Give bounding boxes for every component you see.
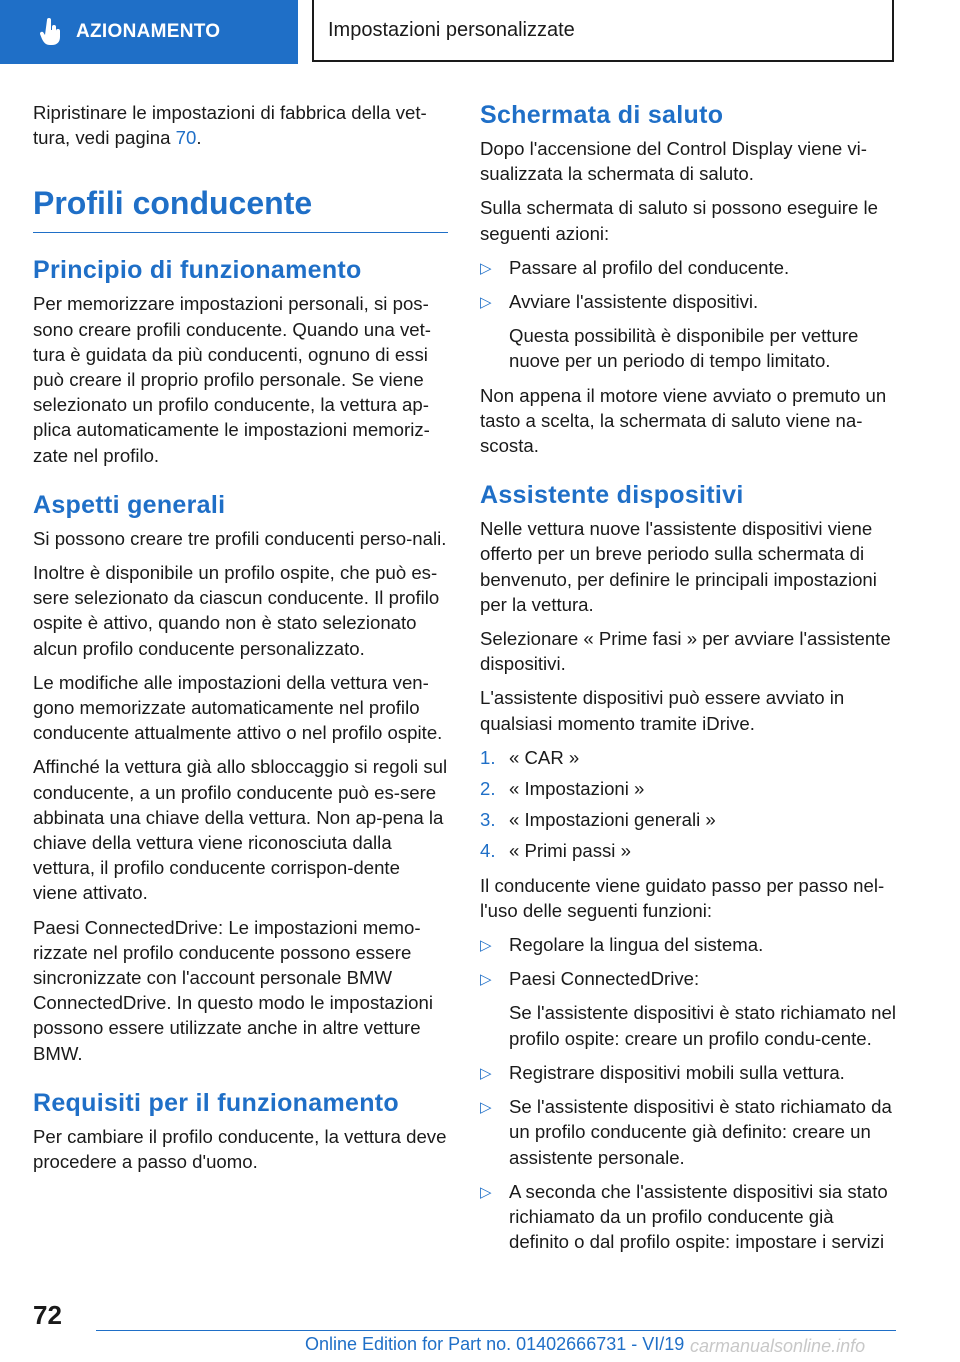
step-item [480, 807, 898, 832]
list-item-text: Se l'assistente dispositivi è stato richiamato da un profilo conducente già definito: creare un assistente personale. [509, 1096, 892, 1168]
paragraph: Nelle vettura nuove l'assistente dispositivi viene offerto per un breve periodo sulla schermata di benvenuto, per definire le principali impostazioni per la vettura. [480, 518, 877, 615]
paragraph: Non appena il motore viene avviato o premuto un tasto a scelta, la schermata di saluto viene na-scosta. [480, 384, 887, 457]
steps-list [480, 745, 898, 864]
paragraph: Si possono creare tre profili conducenti perso-nali. [33, 527, 447, 549]
list-item-text: A seconda che l'assistente dispositivi sia stato richiamato da un profilo conducente già definito o dal profilo ospite: impostare i servizi [509, 1180, 888, 1253]
paragraph: L'assistente dispositivi può essere avviato in qualsiasi momento tramite iDrive. [480, 687, 845, 734]
paragraph: Il conducente viene guidato passo per passo nel-l'uso delle seguenti funzioni: [480, 874, 885, 921]
paragraph: Sulla schermata di saluto si possono eseguire le seguenti azioni: [480, 197, 878, 244]
triangle-right-icon: ▷ [480, 259, 492, 277]
step-number: 2. [480, 778, 496, 800]
chapter-label: Impostazioni personalizzate [328, 18, 575, 41]
list-item [480, 932, 898, 957]
triangle-right-icon: ▷ [480, 1099, 492, 1117]
paragraph: Le modifiche alle impostazioni della vettura ven-gono memorizzate automaticamente nel profilo conducente attualmente attivo o nel profilo ospite. [33, 671, 443, 744]
step-item [480, 838, 898, 863]
page-title: Profili conducente [33, 185, 313, 222]
step-text: « Impostazioni generali » [509, 809, 716, 831]
heading-assistente: Assistente dispositivi [480, 481, 744, 510]
intro-text: Ripristinare le impostazioni di fabbrica della vet-tura, vedi pagina [33, 102, 427, 149]
list-item [480, 1094, 898, 1170]
list-item [480, 1179, 898, 1255]
heading-aspetti: Aspetti generali [33, 490, 226, 519]
paragraph: Per cambiare il profilo conducente, la vettura deve procedere a passo d'uomo. [33, 1125, 447, 1173]
list-item-text: Passare al profilo del conducente. [509, 256, 790, 278]
triangle-right-icon: ▷ [480, 937, 492, 955]
edition-text: Online Edition for Part no. 01402666731 - VI/19 [305, 1334, 685, 1354]
section-label: AZIONAMENTO [76, 21, 221, 42]
right-column [480, 100, 898, 1263]
paragraph: Inoltre è disponibile un profilo ospite, che può es-sere selezionato da ciascun conducente. Il profilo ospite è attivo, quando non è stato selezionato alcun profilo conducente personalizzato. [33, 562, 440, 659]
list-item [480, 289, 898, 374]
intro-paragraph [33, 100, 448, 150]
list-item [480, 255, 898, 280]
step-number: 3. [480, 809, 496, 831]
list-item [480, 1060, 898, 1085]
step-item [480, 745, 898, 770]
watermark: carmanualsonline.info [690, 1336, 866, 1356]
step-number: 1. [480, 746, 496, 768]
step-text: « Primi passi » [509, 840, 631, 862]
bullet-list-funzioni [480, 932, 898, 1254]
paragraph: Dopo l'accensione del Control Display viene vi-sualizzata la schermata di saluto. [480, 138, 867, 185]
page-number: 72 [33, 1300, 62, 1330]
list-item-text: Paesi ConnectedDrive: [509, 968, 700, 990]
title-divider [33, 232, 448, 233]
heading-principio: Principio di funzionamento [33, 256, 362, 285]
triangle-right-icon: ▷ [480, 971, 492, 989]
step-item [480, 776, 898, 801]
list-item-text: Avviare l'assistente dispositivi. [509, 291, 759, 313]
step-number: 4. [480, 840, 496, 862]
paragraph: Affinché la vettura già allo sbloccaggio si regoli sul conducente, a un profilo conducente può es-sere abbinata una chiave della vettura. Non ap-pena la chiave della vettura viene riconosciuta dalla vettura, il profilo conducente corrispon-dente viene attivato. [33, 756, 448, 904]
chapter-tab [312, 0, 894, 62]
footer-divider [96, 1330, 896, 1331]
heading-schermata: Schermata di saluto [480, 101, 724, 129]
bullet-list-schermata [480, 255, 898, 374]
left-column [33, 100, 448, 1183]
section-tab [0, 0, 298, 64]
list-item-text: Regolare la lingua del sistema. [509, 934, 764, 956]
list-item-subtext: Questa possibilità è disponibile per vetture nuove per un periodo di tempo limitato. [509, 325, 859, 372]
triangle-right-icon: ▷ [480, 1064, 492, 1082]
paragraph: Per memorizzare impostazioni personali, si pos-sono creare profili conducente. Quando una vet-tura è guidata da più conducenti, ognuno di essi può creare il proprio profilo personale. Se viene selezionato un profilo conducente, la vettura ap-plica automaticamente le impostazioni memoriz-zate nel profilo. [33, 293, 431, 466]
step-text: « Impostazioni » [509, 778, 645, 800]
list-item-subtext: Se l'assistente dispositivi è stato richiamato nel profilo ospite: creare un profilo condu-cente. [509, 1002, 896, 1049]
step-text: « CAR » [509, 746, 580, 768]
paragraph: Selezionare « Prime fasi » per avviare l'assistente dispositivi. [480, 628, 891, 675]
list-item-text: Registrare dispositivi mobili sulla vettura. [509, 1061, 845, 1083]
list-item [480, 966, 898, 1051]
triangle-right-icon: ▷ [480, 294, 492, 312]
intro-end: . [196, 127, 202, 149]
paragraph: Paesi ConnectedDrive: Le impostazioni memo-rizzate nel profilo conducente possono essere sincronizzate con l'account personale BMW ConnectedDrive. In questo modo le impostazioni possono essere utilizzate anche in altre vetture BMW. [33, 916, 433, 1064]
hand-pointer-icon [40, 18, 62, 46]
triangle-right-icon: ▷ [480, 1183, 492, 1201]
page-link[interactable]: 70 [175, 127, 197, 149]
heading-requisiti: Requisiti per il funzionamento [33, 1088, 399, 1117]
